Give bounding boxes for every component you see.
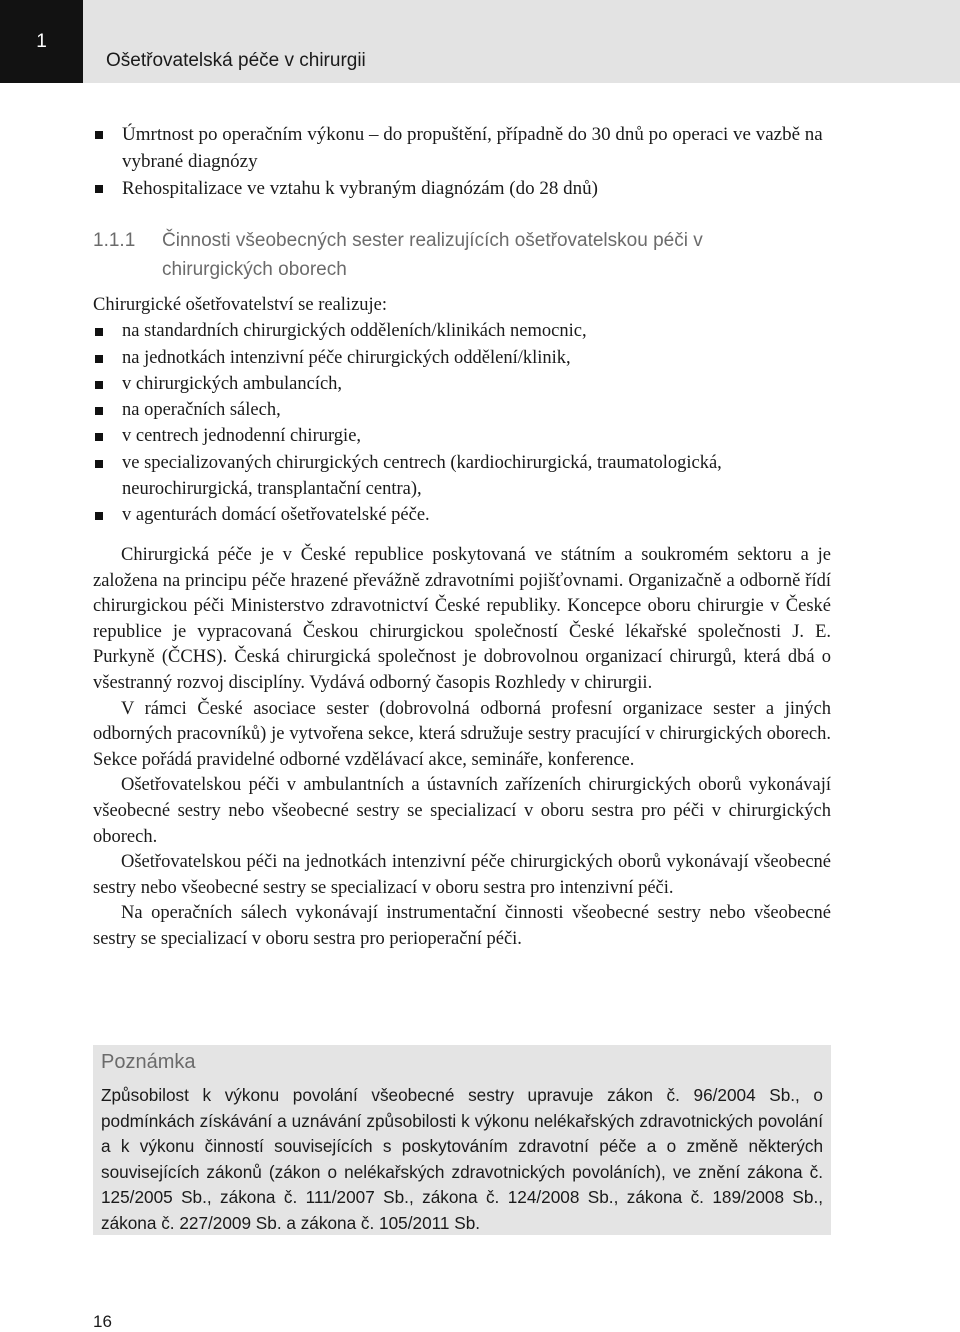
page-number: 16 [93, 1312, 112, 1331]
list-item: Rehospitalizace ve vztahu k vybraným diagnózám (do 28 dnů) [93, 175, 853, 202]
page-header [0, 0, 960, 83]
list-item: Úmrtnost po operačním výkonu – do propuštění, případně do 30 dnů po operaci ve vazbě na vybrané diagnózy [93, 121, 853, 175]
paragraph: V rámci České asociace sester (dobrovolná odborná profesní organizace sester a jiných odborných pracovníků) je vytvořena sekce, která sdružuje sestry pracující v chirurgických oborech. Sekce pořádá pravidelné odborné vzdělávací akce, semináře, konference. [93, 698, 831, 770]
body-text [93, 543, 831, 953]
paragraph: Ošetřovatelskou péči v ambulantních a ústavních zařízeních chirurgických oborů vykonávají všeobecné sestry nebo všeobecné sestry se specializací v oboru sestra pro péči v chirurgických oborech. [93, 775, 831, 847]
list-item: v chirurgických ambulancích, [93, 371, 853, 397]
chapter-number-box [0, 0, 83, 83]
chapter-title: Ošetřovatelská péče v chirurgii [106, 50, 366, 71]
list-intro: Chirurgické ošetřovatelství se realizuje: [93, 295, 388, 315]
top-bullet-list [93, 121, 853, 202]
list-item: v agenturách domácí ošetřovatelské péče. [93, 502, 853, 528]
note-text: Způsobilost k výkonu povolání všeobecné sestry upravuje zákon č. 96/2004 Sb., o podmínkách získávání a uznávání způsobilosti k výkonu nelékařských zdravotnických povolání a k výkonu činností souvisejících s poskytováním zdravotní péče a o změně některých souvisejících zákonů (zákon o nelékařských zdravotnických povoláních), ve znění zákona č. 125/2005 Sb., zákona č. 111/2007 Sb., zákona č. 124/2008 Sb., zákona č. 189/2008 Sb., zákona č. 227/2009 Sb. a zákona č. 105/2011 Sb. [101, 1085, 823, 1233]
note-box [93, 1045, 831, 1235]
paragraph: Chirurgická péče je v České republice poskytovaná ve státním a soukromém sektoru a je založena na principu péče hrazené převážně zdravotními pojišťovnami. Organizačně a odborně řídí chirurgickou péči Ministerstvo zdravotnictví České republiky. Koncepce oboru chirurgie v České republice je vypracovaná Českou chirurgickou společností České lékařské společnosti J. E. Purkyně (ČCHS). Česká chirurgická společnost je dobrovolnou organizací chirurgů, která dbá o všestranný rozvoj disciplíny. Vydává odborný časopis Rozhledy v chirurgii. [93, 545, 831, 693]
section-heading [93, 226, 793, 284]
list-item: na standardních chirurgických odděleních/klinikách nemocnic, [93, 318, 853, 344]
paragraph: Ošetřovatelskou péči na jednotkách intenzivní péče chirurgických oborů vykonávají všeobecné sestry nebo všeobecné sestry se specializací v oboru sestra pro intenzivní péči. [93, 852, 831, 898]
chapter-number: 1 [36, 30, 47, 52]
note-title: Poznámka [101, 1051, 196, 1073]
list-item: na jednotkách intenzivní péče chirurgických oddělení/klinik, [93, 345, 853, 371]
list-item: na operačních sálech, [93, 397, 853, 423]
section-title: Činnosti všeobecných sester realizujících ošetřovatelskou péči v chirurgických oborech [162, 230, 703, 280]
section-number: 1.1.1 [93, 230, 136, 251]
list-item: ve specializovaných chirurgických centrech (kardiochirurgická, traumatologická, neurochirurgická, transplantační centra), [93, 450, 853, 503]
paragraph: Na operačních sálech vykonávají instrumentační činnosti všeobecné sestry nebo všeobecné sestry se specializací v oboru sestra pro perioperační péči. [93, 903, 831, 949]
list-item: v centrech jednodenní chirurgie, [93, 423, 853, 449]
settings-list [93, 292, 853, 529]
